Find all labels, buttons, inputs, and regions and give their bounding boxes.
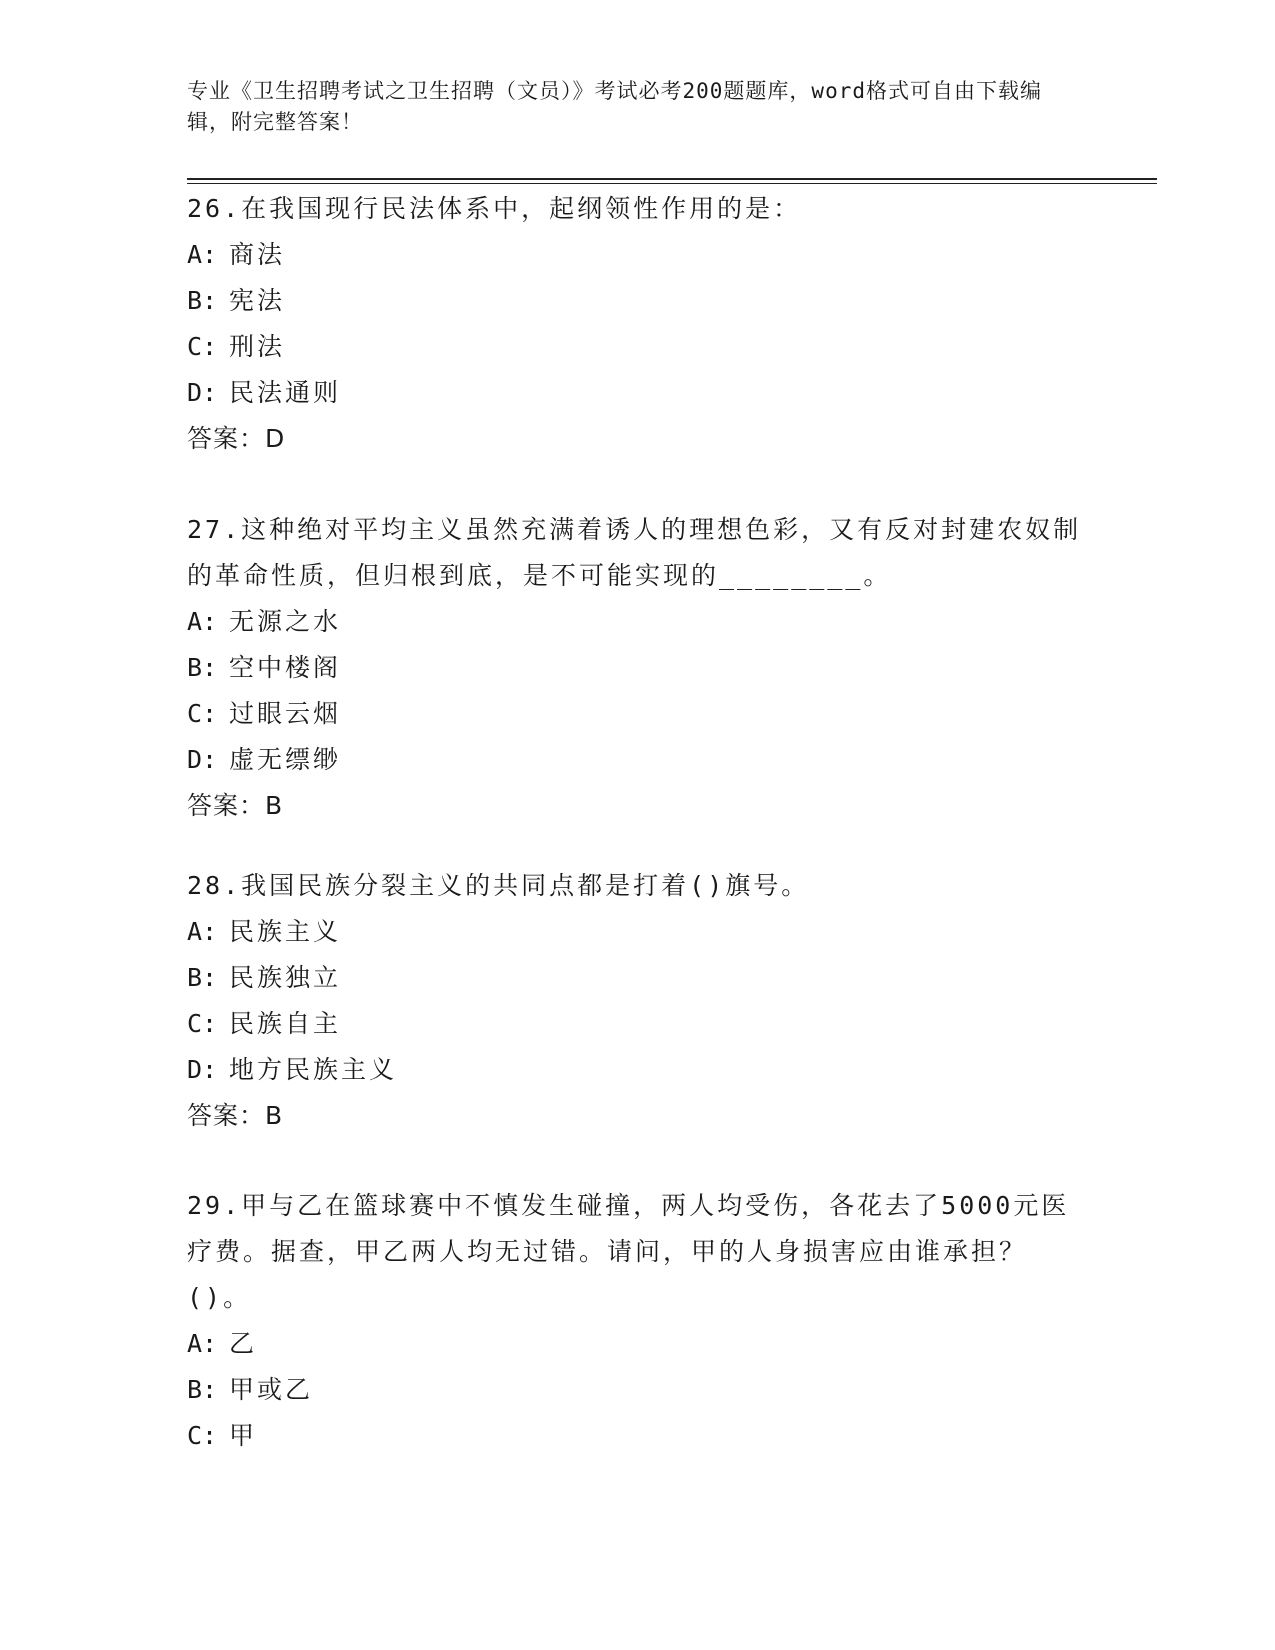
- option-text: 甲: [229, 1421, 258, 1450]
- option-text: 民族主义: [229, 917, 342, 946]
- option-d: [187, 1047, 1087, 1093]
- option-a: [187, 599, 1087, 645]
- option-text: 地方民族主义: [229, 1055, 398, 1084]
- option-c: [187, 1413, 1087, 1459]
- option-a: [187, 1321, 1087, 1367]
- option-text: 民族独立: [229, 963, 342, 992]
- option-text: 过眼云烟: [229, 699, 342, 728]
- option-b: [187, 278, 1087, 324]
- option-key: B:: [187, 286, 218, 315]
- option-text: 甲或乙: [229, 1375, 314, 1404]
- option-text: 空中楼阁: [229, 653, 342, 682]
- option-key: D:: [187, 1055, 218, 1084]
- option-c: [187, 691, 1087, 737]
- option-text: 乙: [229, 1329, 258, 1358]
- option-key: C:: [187, 699, 218, 728]
- option-key: A:: [187, 240, 218, 269]
- option-d: [187, 370, 1087, 416]
- option-key: A:: [187, 917, 218, 946]
- option-text: 民法通则: [229, 378, 342, 407]
- option-a: [187, 232, 1087, 278]
- option-key: A:: [187, 607, 218, 636]
- option-c: [187, 1001, 1087, 1047]
- question-stem: 26.在我国现行民法体系中，起纲领性作用的是：: [187, 194, 802, 223]
- answer-label: 答案：D: [187, 424, 286, 453]
- option-b: [187, 955, 1087, 1001]
- option-text: 虚无缥缈: [229, 745, 342, 774]
- question-29: [187, 1183, 1087, 1459]
- option-key: B:: [187, 1375, 218, 1404]
- option-key: B:: [187, 963, 218, 992]
- option-key: C:: [187, 1421, 218, 1450]
- question-stem: 27.这种绝对平均主义虽然充满着诱人的理想色彩，又有反对封建农奴制的革命性质，但归根到底，是不可能实现的________。: [187, 515, 1082, 590]
- option-key: B:: [187, 653, 218, 682]
- question-stem: 28.我国民族分裂主义的共同点都是打着()旗号。: [187, 871, 810, 900]
- option-text: 民族自主: [229, 1009, 342, 1038]
- option-key: D:: [187, 745, 218, 774]
- option-text: 宪法: [229, 286, 286, 315]
- option-a: [187, 909, 1087, 955]
- option-c: [187, 324, 1087, 370]
- question-26: [187, 186, 1087, 462]
- option-text: 刑法: [229, 332, 286, 361]
- option-key: A:: [187, 1329, 218, 1358]
- option-key: D:: [187, 378, 218, 407]
- answer-label: 答案：B: [187, 1101, 284, 1130]
- option-key: C:: [187, 1009, 218, 1038]
- question-27: [187, 507, 1087, 829]
- document-header: 专业《卫生招聘考试之卫生招聘（文员）》考试必考200题题库，word格式可自由下载编辑，附完整答案！: [187, 79, 1042, 134]
- header-divider: [187, 178, 1157, 184]
- answer-label: 答案：B: [187, 791, 284, 820]
- question-28: [187, 863, 1087, 1139]
- option-d: [187, 737, 1087, 783]
- option-key: C:: [187, 332, 218, 361]
- option-b: [187, 1367, 1087, 1413]
- option-text: 无源之水: [229, 607, 342, 636]
- option-b: [187, 645, 1087, 691]
- question-stem: 29.甲与乙在篮球赛中不慎发生碰撞，两人均受伤，各花去了5000元医疗费。据查，甲乙两人均无过错。请问，甲的人身损害应由谁承担？()。: [187, 1191, 1070, 1312]
- option-text: 商法: [229, 240, 286, 269]
